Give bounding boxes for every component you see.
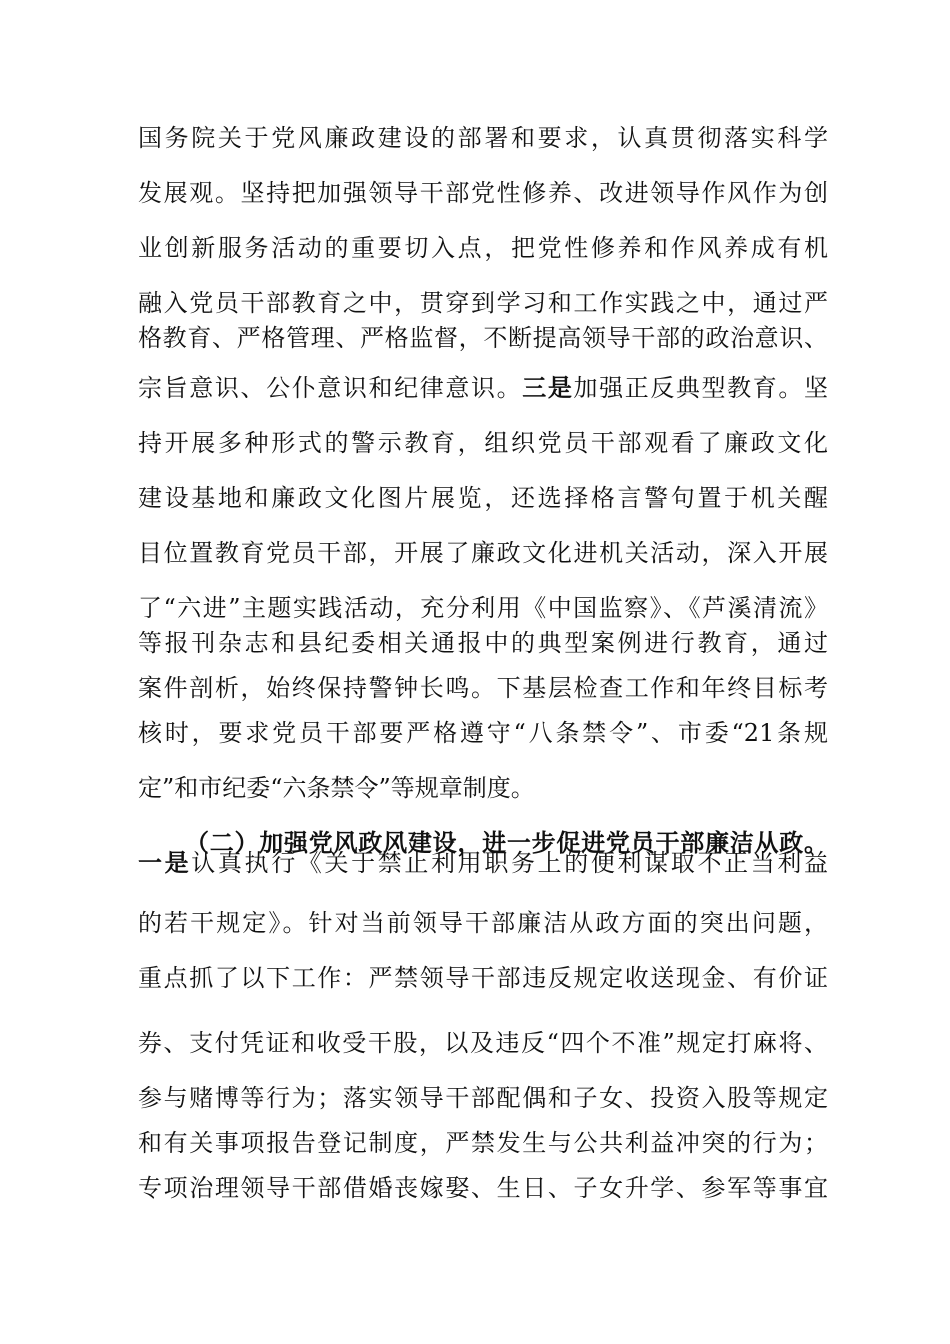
line-text: 目位置教育党员干部，开展了廉政文化进机关活动，深入开展	[138, 539, 828, 567]
line-text: 加强正反典型教育。坚	[573, 374, 828, 402]
line-text: 建设基地和廉政文化图片展览，还选择格言警句置于机关醒	[138, 484, 828, 512]
list-marker-three: 三是	[522, 373, 574, 402]
body-line	[138, 958, 828, 998]
line-text: 参与赌博等行为；落实领导干部配偶和子女、投资入股等规定	[138, 1084, 828, 1112]
body-line	[138, 588, 828, 628]
line-text: 发展观。坚持把加强领导干部党性修养、改进领导作风作为创	[138, 179, 828, 207]
list-marker-one: 一是	[138, 848, 192, 877]
body-line	[138, 368, 828, 408]
body-line	[138, 903, 828, 943]
line-text: 的若干规定》。针对当前领导干部廉洁从政方面的突出问题，	[138, 909, 828, 937]
line-text: 案件剖析，始终保持警钟长鸣。下基层检查工作和年终目标考	[138, 674, 828, 702]
body-line	[138, 1078, 828, 1118]
line-text: 券、支付凭证和收受干股，以及违反“四个不准”规定打麻将、	[138, 1029, 828, 1057]
body-line	[138, 713, 828, 753]
line-text: 持开展多种形式的警示教育，组织党员干部观看了廉政文化	[138, 429, 828, 457]
line-text: 了“六进”主题实践活动，充分利用《中国监察》、《芦溪清流》	[138, 594, 828, 622]
body-line	[138, 173, 828, 213]
line-text: 国务院关于党风廉政建设的部署和要求，认真贯彻落实科学	[138, 124, 828, 152]
body-line	[138, 843, 828, 883]
body-line	[138, 1023, 828, 1063]
line-text: 等报刊杂志和县纪委相关通报中的典型案例进行教育，通过	[138, 629, 828, 657]
body-line	[138, 478, 828, 518]
line-text: 重点抓了以下工作：严禁领导干部违反规定收送现金、有价证	[138, 964, 828, 992]
body-line	[138, 318, 828, 358]
line-text: 定”和市纪委“六条禁令”等规章制度。	[138, 774, 535, 802]
body-line	[138, 533, 828, 573]
line-text: 宗旨意识、公仆意识和纪律意识。	[138, 374, 523, 402]
line-text: 核时，要求党员干部要严格遵守“八条禁令”、市委“21条规	[138, 719, 828, 747]
body-line	[138, 228, 828, 268]
line-text: 业创新服务活动的重要切入点，把党性修养和作风养成有机	[138, 234, 828, 262]
body-line	[138, 668, 828, 708]
body-line	[138, 118, 828, 158]
line-text: 认真执行《关于禁止利用职务上的便利谋取不正当利益	[191, 849, 828, 877]
line-text: 专项治理领导干部借婚丧嫁娶、生日、子女升学、参军等事宜	[138, 1174, 828, 1202]
line-text: 和有关事项报告登记制度，严禁发生与公共利益冲突的行为；	[138, 1129, 828, 1157]
line-text: 格教育、严格管理、严格监督，不断提高领导干部的政治意识、	[138, 324, 828, 352]
body-line	[138, 283, 828, 323]
body-line	[138, 1168, 828, 1208]
body-line	[138, 1123, 828, 1163]
body-line	[138, 623, 828, 663]
body-line	[138, 423, 828, 463]
body-line	[138, 768, 828, 808]
line-text: 融入党员干部教育之中，贯穿到学习和工作实践之中，通过严	[138, 289, 828, 317]
section-heading-text: （二）加强党风政风建设，进一步促进党员干部廉洁从政。	[185, 828, 828, 857]
